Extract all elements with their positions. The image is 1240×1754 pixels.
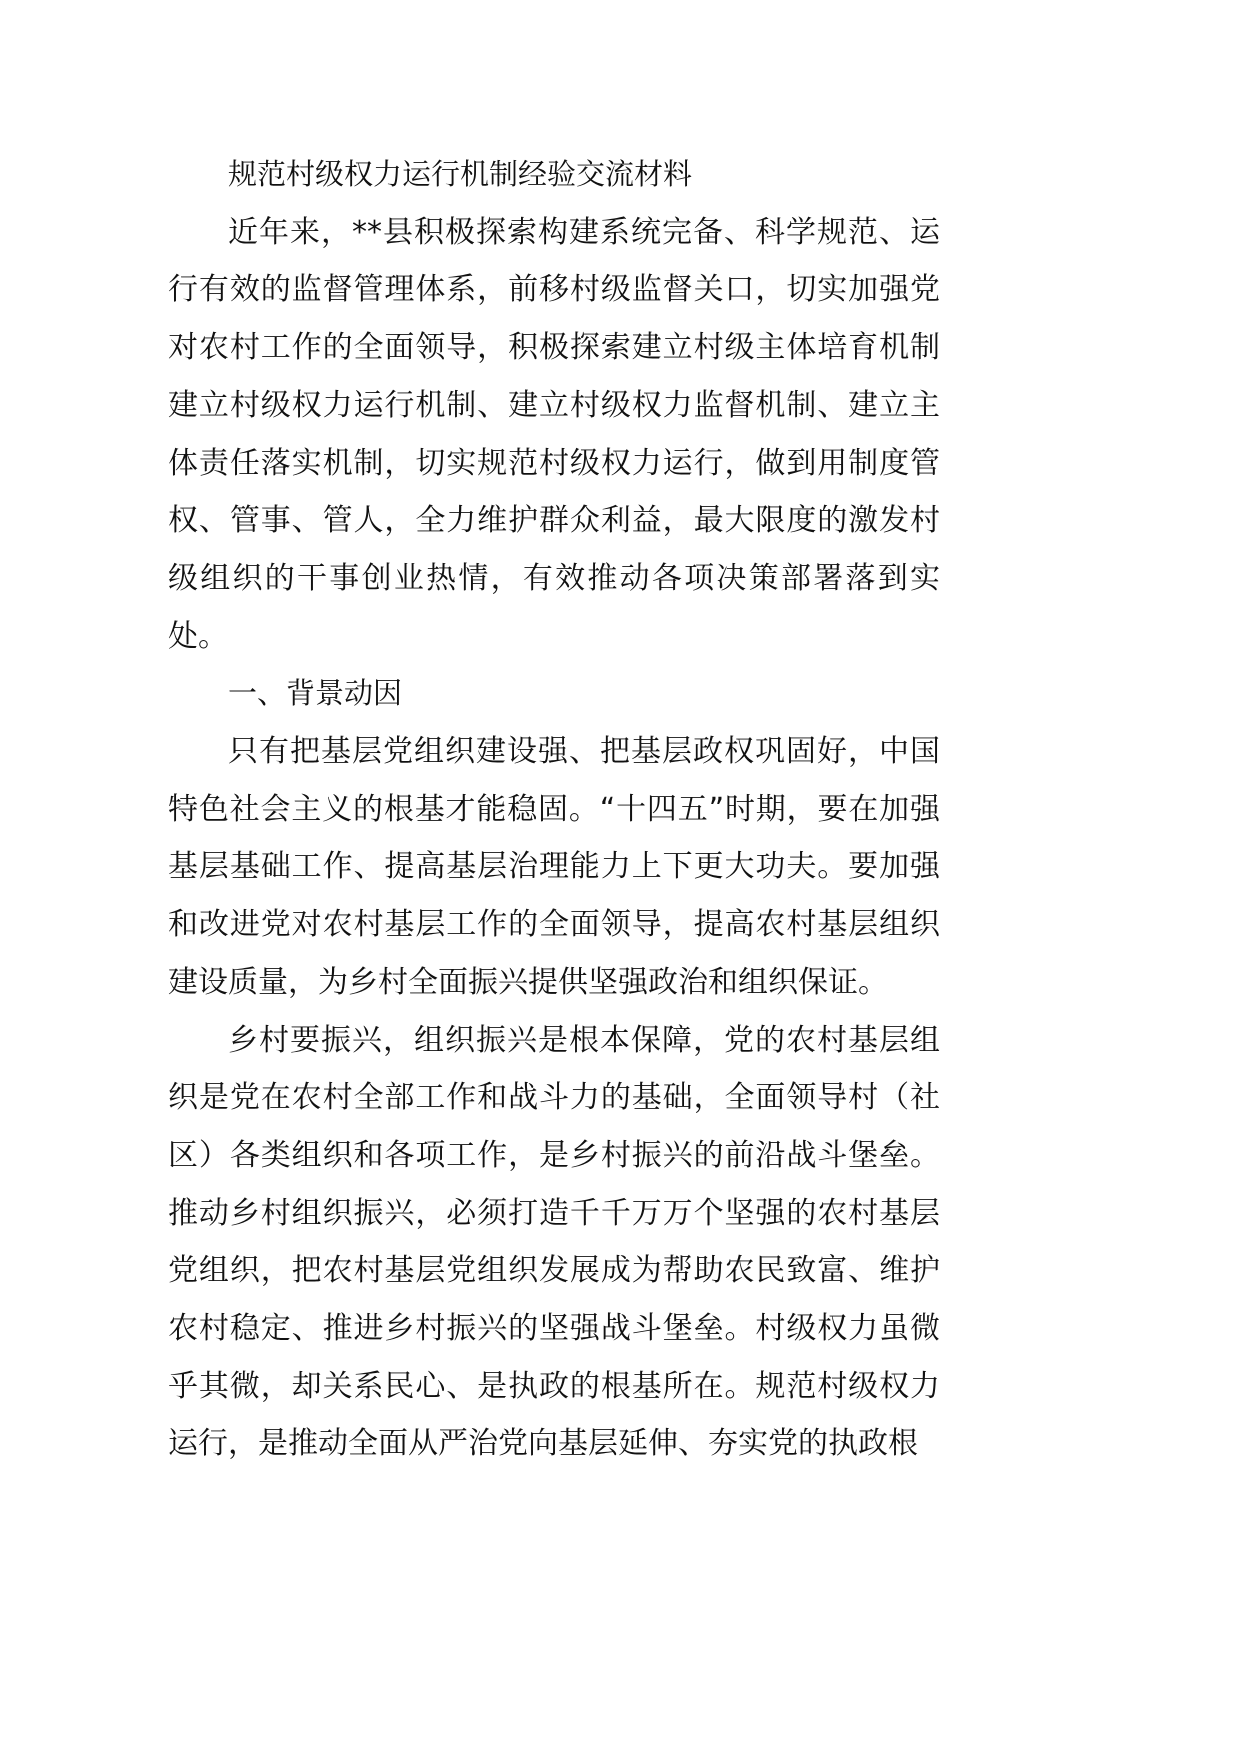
paragraph-intro: 近年来，**县积极探索构建系统完备、科学规范、运行有效的监督管理体系，前移村级监督关口，切实加强党对农村工作的全面领导，积极探索建立村级主体培育机制建立村级权力运行机制、建立村级权力监督机制、建立主体责任落实机制，切实规范村级权力运行，做到用制度管权、管事、管人，全力维护群众利益，最大限度的激发村级组织的干事创业热情，有效推动各项决策部署落到实处。 [168,214,940,654]
document-title: 规范村级权力运行机制经验交流材料 [228,157,693,191]
document-body [168,146,940,1473]
paragraph-rural-revitalization: 乡村要振兴，组织振兴是根本保障，党的农村基层组织是党在农村全部工作和战斗力的基础，全面领导村（社区）各类组织和各项工作，是乡村振兴的前沿战斗堡垒。推动乡村组织振兴，必须打造千千万万个坚强的农村基层党组织，把农村基层党组织发展成为帮助农民致富、维护农村稳定、推进乡村振兴的坚强战斗堡垒。村级权力虽微乎其微，却关系民心、是执政的根基所在。规范村级权力运行，是推动全面从严治党向基层延伸、夯实党的执政根 [168,1022,940,1462]
paragraph-background: 只有把基层党组织建设强、把基层政权巩固好，中国特色社会主义的根基才能稳固。“十四五”时期，要在加强基层基础工作、提高基层治理能力上下更大功夫。要加强和改进党对农村基层工作的全面领导，提高农村基层组织建设质量，为乡村全面振兴提供坚强政治和组织保证。 [168,734,940,1000]
section-heading: 一、背景动因 [228,676,403,711]
